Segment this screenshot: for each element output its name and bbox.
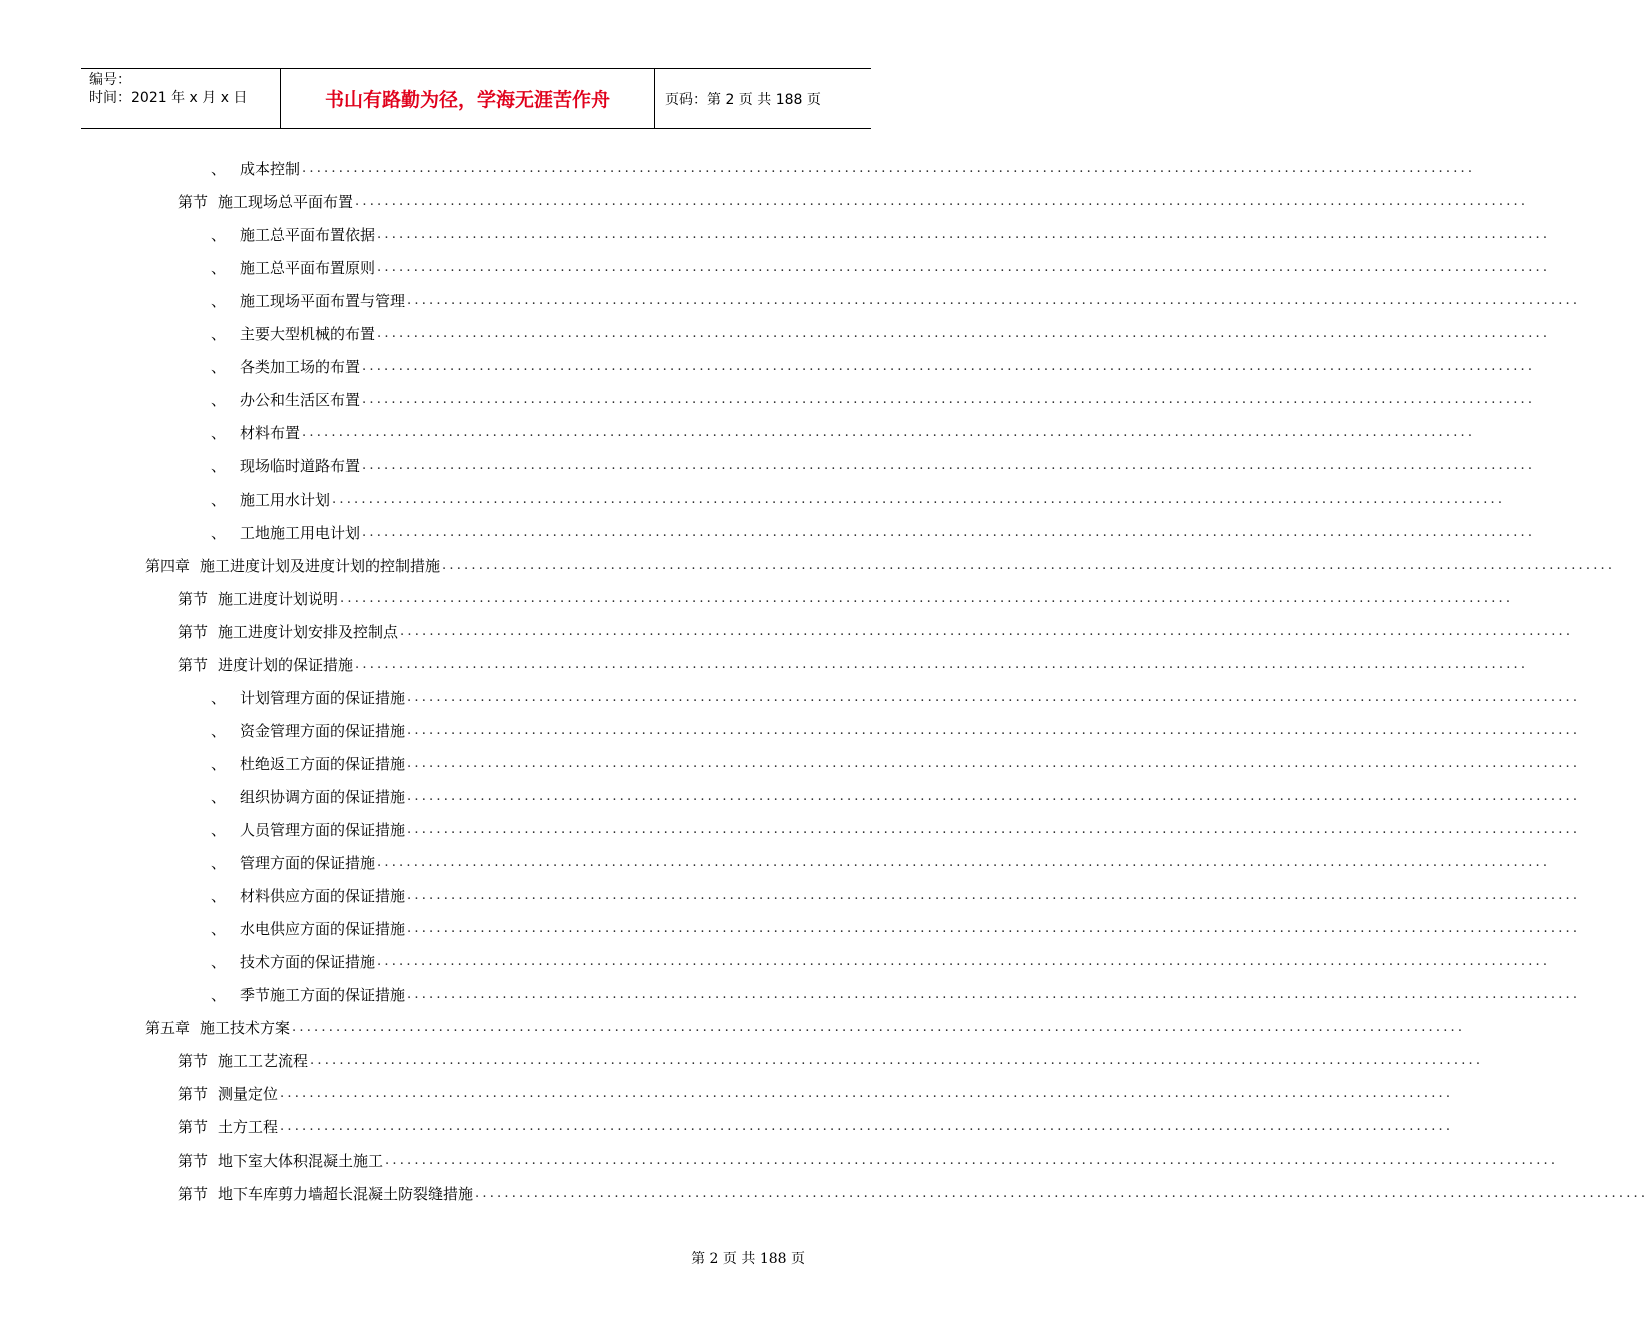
toc-leader-dots: ................................................................................................................................................................: [355, 194, 1529, 210]
toc-entry[interactable]: [211, 317, 1551, 350]
toc-entry-prefix: 、: [211, 887, 227, 906]
toc-entry-title: 季节施工方面的保证措施: [240, 986, 406, 1005]
toc-entry-title: 技术方面的保证措施: [240, 953, 376, 972]
toc-entry-text: [178, 1083, 278, 1104]
toc-entry[interactable]: [211, 879, 1581, 912]
toc-entry-prefix: 第节: [178, 1118, 209, 1137]
toc-entry[interactable]: [211, 978, 1581, 1011]
toc-leader-dots: ................................................................................................................................................................: [340, 590, 1514, 606]
toc-entry-text: [211, 323, 375, 344]
toc-entry-title: 地下室大体积混凝土施工: [218, 1151, 384, 1170]
toc-entry-text: [211, 224, 375, 245]
toc-entry-prefix: 、: [211, 358, 227, 377]
toc-entry-text: [211, 356, 360, 377]
toc-entry-prefix: 第节: [178, 1184, 209, 1203]
toc-leader-dots: ................................................................................................................................................................: [377, 855, 1551, 871]
toc-entry[interactable]: [211, 681, 1581, 714]
toc-entry-text: [211, 389, 360, 410]
toc-entry-prefix: 、: [211, 490, 227, 509]
toc-entry-text: [211, 522, 360, 543]
toc-entry-text: [145, 1017, 290, 1038]
toc-entry-prefix: 第节: [178, 1151, 209, 1170]
toc-entry-text: [211, 687, 405, 708]
toc-entry[interactable]: [211, 945, 1551, 978]
toc-entry[interactable]: [211, 714, 1581, 747]
toc-entry-title: 主要大型机械的布置: [240, 325, 376, 344]
toc-entry-prefix: 、: [211, 391, 227, 410]
toc-leader-dots: ................................................................................................................................................................: [377, 326, 1551, 342]
toc-entry-text: [178, 588, 338, 609]
toc-entry-title: 地下车库剪力墙超长混凝土防裂缝措施: [218, 1184, 474, 1203]
toc-leader-dots: ................................................................................................................................................................: [475, 1185, 1648, 1201]
page-footer: 第 2 页 共 188 页: [691, 1251, 805, 1267]
toc-entry-prefix: 第节: [178, 622, 209, 641]
toc-entry-title: 材料布置: [240, 424, 301, 443]
toc-entry-prefix: 、: [211, 226, 227, 245]
toc-leader-dots: ................................................................................................................................................................: [442, 557, 1616, 573]
toc-entry-prefix: 、: [211, 721, 227, 740]
toc-entry-prefix: 、: [211, 457, 227, 476]
toc-leader-dots: ................................................................................................................................................................: [292, 1020, 1466, 1036]
toc-entry-prefix: 、: [211, 787, 227, 806]
toc-leader-dots: ................................................................................................................................................................: [362, 392, 1536, 408]
toc-leader-dots: ................................................................................................................................................................: [407, 755, 1581, 771]
toc-leader-dots: ................................................................................................................................................................: [407, 888, 1581, 904]
toc-entry-prefix: 、: [211, 754, 227, 773]
toc-entry[interactable]: [211, 350, 1536, 383]
toc-entry-title: 管理方面的保证措施: [240, 854, 376, 873]
toc-leader-dots: ................................................................................................................................................................: [280, 1086, 1454, 1102]
toc-entry-text: [211, 951, 375, 972]
toc-entry-title: 施工进度计划及进度计划的控制措施: [200, 556, 441, 575]
toc-entry[interactable]: [178, 582, 1514, 615]
toc-entry[interactable]: [211, 416, 1476, 449]
toc-entry[interactable]: [211, 383, 1536, 416]
toc-entry-title: 计划管理方面的保证措施: [240, 688, 406, 707]
toc-entry-prefix: 、: [211, 854, 227, 873]
toc-entry-title: 材料供应方面的保证措施: [240, 887, 406, 906]
toc-entry[interactable]: [178, 1077, 1454, 1110]
toc-entry-prefix: 第节: [178, 655, 209, 674]
toc-leader-dots: ................................................................................................................................................................: [332, 491, 1506, 507]
toc-entry-title: 资金管理方面的保证措施: [240, 721, 406, 740]
toc-entry-text: [178, 1183, 473, 1204]
toc-leader-dots: ................................................................................................................................................................: [377, 954, 1551, 970]
toc-entry[interactable]: [211, 152, 1476, 185]
toc-entry-text: [211, 422, 300, 443]
toc-entry-prefix: 、: [211, 292, 227, 311]
toc-entry-prefix: 、: [211, 953, 227, 972]
toc-entry[interactable]: [178, 1044, 1484, 1077]
toc-entry[interactable]: [178, 1110, 1454, 1143]
toc-leader-dots: ................................................................................................................................................................: [355, 656, 1529, 672]
toc-entry-text: [211, 819, 405, 840]
toc-entry-title: 施工进度计划说明: [218, 589, 339, 608]
toc-entry-prefix: 、: [211, 259, 227, 278]
toc-entry-text: [211, 885, 405, 906]
toc-leader-dots: ................................................................................................................................................................: [362, 524, 1536, 540]
toc-entry-text: [211, 257, 375, 278]
toc-entry-title: 工地施工用电计划: [240, 523, 361, 542]
toc-entry[interactable]: [211, 284, 1581, 317]
toc-entry-prefix: 、: [211, 920, 227, 939]
toc-entry-title: 办公和生活区布置: [240, 391, 361, 410]
toc-leader-dots: ................................................................................................................................................................: [385, 1152, 1559, 1168]
toc-entry-title: 水电供应方面的保证措施: [240, 920, 406, 939]
toc-entry-prefix: 、: [211, 523, 227, 542]
toc-entry-title: 杜绝返工方面的保证措施: [240, 754, 406, 773]
toc-entry-prefix: 第节: [178, 1085, 209, 1104]
toc-leader-dots: ................................................................................................................................................................: [407, 689, 1581, 705]
toc-entry[interactable]: [211, 483, 1506, 516]
toc-leader-dots: ................................................................................................................................................................: [302, 161, 1476, 176]
toc-entry[interactable]: [211, 813, 1581, 846]
document-number-label: 编号：: [89, 72, 131, 88]
toc-entry-text: [211, 786, 405, 807]
toc-leader-dots: ................................................................................................................................................................: [407, 987, 1581, 1003]
toc-entry[interactable]: [211, 780, 1581, 813]
toc-entry-title: 土方工程: [218, 1118, 279, 1137]
toc-leader-dots: ................................................................................................................................................................: [400, 623, 1574, 639]
toc-entry-title: 成本控制: [240, 160, 301, 178]
toc-entry[interactable]: [178, 648, 1529, 681]
page-header: [81, 68, 871, 129]
toc-entry-prefix: 第节: [178, 193, 209, 212]
toc-entry-title: 施工总平面布置原则: [240, 259, 376, 278]
toc-entry[interactable]: [145, 1011, 1466, 1044]
toc-entry[interactable]: [211, 449, 1536, 482]
header-meta: [81, 69, 281, 128]
toc-entry-prefix: 第五章: [145, 1019, 191, 1038]
toc-entry[interactable]: [211, 846, 1551, 879]
toc-entry-text: [211, 489, 330, 510]
toc-entry-prefix: 、: [211, 821, 227, 839]
toc-entry-text: [211, 158, 300, 179]
toc-entry-title: 施工进度计划安排及控制点: [218, 622, 399, 641]
toc-entry[interactable]: [211, 218, 1551, 251]
toc-entry[interactable]: [211, 251, 1551, 284]
toc-entry[interactable]: [178, 1177, 1648, 1210]
toc-leader-dots: ................................................................................................................................................................: [377, 260, 1551, 276]
toc-entry-title: 人员管理方面的保证措施: [240, 821, 406, 839]
toc-entry-text: [211, 720, 405, 741]
toc-entry-text: [178, 1150, 383, 1171]
toc-leader-dots: ................................................................................................................................................................: [407, 921, 1581, 937]
toc-entry-text: [211, 455, 360, 476]
toc-leader-dots: ................................................................................................................................................................: [310, 1053, 1484, 1069]
toc-entry-title: 现场临时道路布置: [240, 457, 361, 476]
document-time-label: 时间：2021 年 x 月 x 日: [89, 90, 248, 106]
toc-leader-dots: ................................................................................................................................................................: [302, 425, 1476, 441]
toc-entry-text: [211, 753, 405, 774]
toc-entry-prefix: 、: [211, 325, 227, 344]
toc-entry[interactable]: [211, 516, 1536, 549]
toc-entry-prefix: 第节: [178, 1052, 209, 1071]
toc-entry-title: 组织协调方面的保证措施: [240, 787, 406, 806]
toc-entry-title: 各类加工场的布置: [240, 358, 361, 377]
toc-entry-title: 施工用水计划: [240, 490, 331, 509]
toc-entry-text: [178, 1050, 308, 1071]
toc-entry-title: 进度计划的保证措施: [218, 655, 354, 674]
toc-entry-prefix: 、: [211, 688, 227, 707]
toc-entry-text: [178, 1116, 278, 1137]
toc-entry-text: [211, 290, 405, 311]
header-motto: 书山有路勤为径，学海无涯苦作舟: [281, 69, 655, 128]
toc-entry-prefix: 、: [211, 160, 227, 178]
toc-entry-prefix: 第四章: [145, 556, 191, 575]
toc-entry-text: [211, 852, 375, 873]
toc-entry-prefix: 第节: [178, 589, 209, 608]
toc-entry[interactable]: [178, 185, 1529, 218]
toc-leader-dots: ................................................................................................................................................................: [362, 458, 1536, 474]
toc-entry[interactable]: [178, 615, 1574, 648]
toc-entry-text: [211, 918, 405, 939]
toc-entry-title: 施工技术方案: [200, 1019, 291, 1038]
toc-entry[interactable]: [178, 1144, 1559, 1177]
toc-leader-dots: ................................................................................................................................................................: [280, 1119, 1454, 1135]
toc-entry-prefix: 、: [211, 424, 227, 443]
toc-entry-text: [145, 555, 440, 576]
toc-leader-dots: ................................................................................................................................................................: [407, 788, 1581, 804]
toc-entry-title: 施工工艺流程: [218, 1052, 309, 1071]
toc-entry-text: [178, 621, 398, 642]
toc-leader-dots: ................................................................................................................................................................: [407, 293, 1581, 309]
toc-leader-dots: ................................................................................................................................................................: [362, 359, 1536, 375]
header-page-label: 页码：第 2 页 共 188 页: [665, 91, 821, 108]
toc-entry-title: 施工现场平面布置与管理: [240, 292, 406, 311]
toc-entry[interactable]: [211, 912, 1581, 945]
toc-entry-text: [211, 984, 405, 1005]
toc-entry-title: 测量定位: [218, 1085, 279, 1104]
toc-entry-text: [178, 654, 353, 675]
toc-entry-title: 施工总平面布置依据: [240, 226, 376, 245]
toc-entry-title: 施工现场总平面布置: [218, 193, 354, 212]
toc-leader-dots: ................................................................................................................................................................: [407, 722, 1581, 738]
toc-entry[interactable]: [145, 549, 1616, 582]
toc-entry[interactable]: [211, 747, 1581, 780]
toc-entry-text: [178, 191, 353, 212]
toc-leader-dots: ................................................................................................................................................................: [407, 822, 1581, 837]
toc-leader-dots: ................................................................................................................................................................: [377, 227, 1551, 243]
toc-entry-prefix: 、: [211, 986, 227, 1005]
